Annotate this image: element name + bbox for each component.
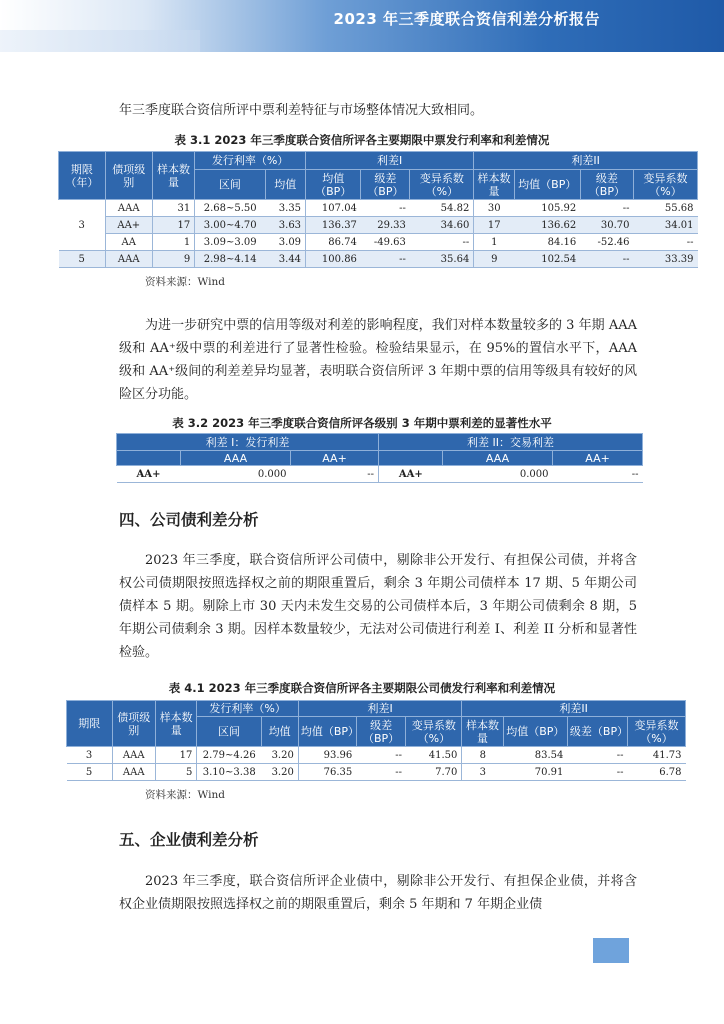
col-cv-1: 变异系数（%）: [406, 717, 462, 747]
cell-grade-bp-2: --: [580, 200, 633, 217]
table-3-1: [58, 151, 698, 268]
cell-mean-bp-1: 136.37: [306, 217, 361, 234]
cell-value: 0.000: [443, 466, 553, 483]
cell-mean: 3.09: [265, 234, 305, 251]
table-row: [59, 251, 698, 268]
cell-value: --: [553, 466, 643, 483]
col-cv-1: 变异系数（%）: [410, 170, 474, 200]
cell-mean: 3.20: [261, 764, 298, 781]
cell-grade: AAA: [112, 747, 155, 764]
cell-grade-bp-1: --: [356, 764, 406, 781]
cell-mean-bp-2: 83.54: [503, 747, 567, 764]
col-mean-bp-2: 均值（BP）: [503, 717, 567, 747]
col-empty-1: [117, 451, 181, 466]
col-grade-bp-2: 级差（BP）: [567, 717, 627, 747]
paragraph-3: 2023 年三季度，联合资信所评公司债中，剔除非公开发行、有担保公司债，并将含权公司债期限按照选择权之前的期限重置后，剩余 3 年期公司债样本 17 期、5 年期公司债样本 5 期。剔除上市 30 天内未发生交易的公司债样本后，3 年期公司债剩余 8 期，5 年期公司债剩余 3 期。因样本数量较少，无法对公司债进行利差 I、利差 II 分析和显著性检验。: [119, 553, 637, 660]
table-row: [59, 200, 698, 217]
cell-sample: 5: [156, 764, 197, 781]
col-spread1-issue: 利差 I：发行利差: [117, 434, 379, 451]
col-mean-bp-1: 均值（BP）: [298, 717, 356, 747]
cell-cv-2: --: [634, 234, 698, 251]
cell-mean-bp-1: 93.96: [298, 747, 356, 764]
table-row: [59, 217, 698, 234]
col-grade-bp-2: 级差（BP）: [580, 170, 633, 200]
col-grade-bp-1: 级差（BP）: [361, 170, 410, 200]
table-4-1-source: 资料来源：Wind: [145, 789, 225, 801]
cell-range: 2.68~5.50: [195, 200, 265, 217]
col-sample: 样本数量: [156, 701, 197, 747]
cell-mean-bp-2: 84.16: [514, 234, 580, 251]
cell-grade-bp-2: 30.70: [580, 217, 633, 234]
cell-value: 0.000: [181, 466, 291, 483]
table-3-1-caption: 表 3.1 2023 年三季度联合资信所评各主要期限中票发行利率和利差情况: [174, 133, 550, 147]
col-mean: 均值: [261, 717, 298, 747]
cell-cv-1: 7.70: [406, 764, 462, 781]
cell-sample-2: 9: [474, 251, 514, 268]
cell-grade: AAA: [105, 251, 152, 268]
cell-cv-2: 55.68: [634, 200, 698, 217]
table-4-1-caption: 表 4.1 2023 年三季度联合资信所评各主要期限公司债发行利率和利差情况: [168, 681, 556, 695]
paragraph-4: 2023 年三季度，联合资信所评企业债中，剔除非公开发行、有担保企业债，并将含权企业债期限按照选择权之前的期限重置后，剩余 5 年期和 7 年期企业债: [119, 874, 637, 912]
col-cv-2: 变异系数（%）: [634, 170, 698, 200]
cell-grade-bp-1: -49.63: [361, 234, 410, 251]
cell-range: 2.98~4.14: [195, 251, 265, 268]
col-rate: 发行利率（%）: [195, 152, 306, 170]
cell-mean: 3.35: [265, 200, 305, 217]
cell-cv-1: 41.50: [406, 747, 462, 764]
col-sample: 样本数量: [152, 152, 195, 200]
cell-cv-2: 34.01: [634, 217, 698, 234]
paragraph-2: 为进一步研究中票的信用等级对利差的影响程度，我们对样本数量较多的 3 年期 AAA 级和 AA⁺级中票的利差进行了显著性检验。检验结果显示，在 95%的置信水平下，AAA 级和 AA⁺级间的利差差异均显著，表明联合资信所评 3 年期中票的信用等级具有较好的风险区分功能。: [119, 318, 637, 402]
col-term: 期限: [67, 701, 113, 747]
cell-mean: 3.63: [265, 217, 305, 234]
cell-cv-1: 34.60: [410, 217, 474, 234]
col-sample-2: 样本数量: [474, 170, 514, 200]
col-mean-bp-1: 均值（BP）: [306, 170, 361, 200]
col-spread1: 利差I: [306, 152, 474, 170]
cell-term: 5: [59, 251, 106, 268]
cell-sample: 9: [152, 251, 195, 268]
col-spread2: 利差II: [462, 701, 686, 717]
row-label-2: AA+: [379, 466, 443, 483]
cell-sample-2: 30: [474, 200, 514, 217]
cell-grade-bp-2: --: [567, 764, 627, 781]
cell-grade-bp-1: --: [361, 251, 410, 268]
col-grade: 债项级别: [112, 701, 155, 747]
table-row: [59, 234, 698, 251]
cell-sample: 1: [152, 234, 195, 251]
cell-sample-2: 3: [462, 764, 503, 781]
cell-grade: AA: [105, 234, 152, 251]
cell-term: 5: [67, 764, 113, 781]
cell-mean-bp-2: 136.62: [514, 217, 580, 234]
col-range: 区间: [195, 170, 265, 200]
page-header: [0, 0, 724, 52]
cell-mean-bp-2: 105.92: [514, 200, 580, 217]
cell-range: 2.79~4.26: [197, 747, 261, 764]
table-row: [67, 747, 686, 764]
cell-sample-2: 1: [474, 234, 514, 251]
header-stripe: [0, 30, 200, 52]
col-spread1: 利差I: [298, 701, 462, 717]
table-3-2-caption: 表 3.2 2023 年三季度联合资信所评各级别 3 年期中票利差的显著性水平: [172, 416, 552, 430]
cell-cv-2: 6.78: [627, 764, 685, 781]
report-title: 2023 年三季度联合资信利差分析报告: [333, 10, 600, 28]
cell-mean: 3.44: [265, 251, 305, 268]
col-cv-2: 变异系数（%）: [627, 717, 685, 747]
col-aap-1: AA+: [291, 451, 379, 466]
cell-cv-2: 41.73: [627, 747, 685, 764]
cell-sample: 31: [152, 200, 195, 217]
cell-cv-2: 33.39: [634, 251, 698, 268]
cell-cv-1: --: [410, 234, 474, 251]
section-4-heading: 四、公司债利差分析: [119, 511, 259, 529]
cell-range: 3.09~3.09: [195, 234, 265, 251]
col-mean-bp-2: 均值（BP）: [514, 170, 580, 200]
cell-mean-bp-2: 102.54: [514, 251, 580, 268]
cell-cv-1: 35.64: [410, 251, 474, 268]
cell-grade-bp-1: --: [361, 200, 410, 217]
table-row: [117, 466, 643, 483]
cell-sample-2: 17: [474, 217, 514, 234]
cell-grade-bp-2: --: [580, 251, 633, 268]
cell-term: 3: [59, 200, 106, 251]
col-aaa-2: AAA: [443, 451, 553, 466]
row-label-1: AA+: [117, 466, 181, 483]
col-range: 区间: [197, 717, 261, 747]
cell-grade: AAA: [105, 200, 152, 217]
section-5-heading: 五、企业债利差分析: [119, 831, 259, 849]
cell-value: --: [291, 466, 379, 483]
table-4-1: [66, 700, 686, 781]
table-3-1-source: 资料来源：Wind: [145, 276, 225, 288]
cell-grade-bp-2: --: [567, 747, 627, 764]
col-term: 期限（年）: [59, 152, 106, 200]
col-grade-bp-1: 级差（BP）: [356, 717, 406, 747]
cell-range: 3.00~4.70: [195, 217, 265, 234]
cell-grade-bp-2: -52.46: [580, 234, 633, 251]
paragraph-1: 年三季度联合资信所评中票利差特征与市场整体情况大致相同。: [119, 103, 484, 118]
col-aap-2: AA+: [553, 451, 643, 466]
table-row: [67, 764, 686, 781]
cell-grade: AA+: [105, 217, 152, 234]
cell-term: 3: [67, 747, 113, 764]
cell-sample: 17: [156, 747, 197, 764]
cell-mean-bp-1: 100.86: [306, 251, 361, 268]
cell-sample: 17: [152, 217, 195, 234]
cell-mean: 3.20: [261, 747, 298, 764]
col-grade: 债项级别: [105, 152, 152, 200]
cell-sample-2: 8: [462, 747, 503, 764]
col-sample-2: 样本数量: [462, 717, 503, 747]
table-3-2: [116, 433, 643, 483]
cell-grade: AAA: [112, 764, 155, 781]
cell-mean-bp-1: 76.35: [298, 764, 356, 781]
cell-grade-bp-1: --: [356, 747, 406, 764]
col-aaa-1: AAA: [181, 451, 291, 466]
cell-mean-bp-2: 70.91: [503, 764, 567, 781]
col-spread2-trade: 利差 II：交易利差: [379, 434, 643, 451]
cell-range: 3.10~3.38: [197, 764, 261, 781]
page-number-box: [593, 938, 629, 963]
col-empty-2: [379, 451, 443, 466]
cell-cv-1: 54.82: [410, 200, 474, 217]
cell-mean-bp-1: 107.04: [306, 200, 361, 217]
col-rate: 发行利率（%）: [197, 701, 298, 717]
cell-grade-bp-1: 29.33: [361, 217, 410, 234]
col-spread2: 利差II: [474, 152, 698, 170]
cell-mean-bp-1: 86.74: [306, 234, 361, 251]
col-mean: 均值: [265, 170, 305, 200]
